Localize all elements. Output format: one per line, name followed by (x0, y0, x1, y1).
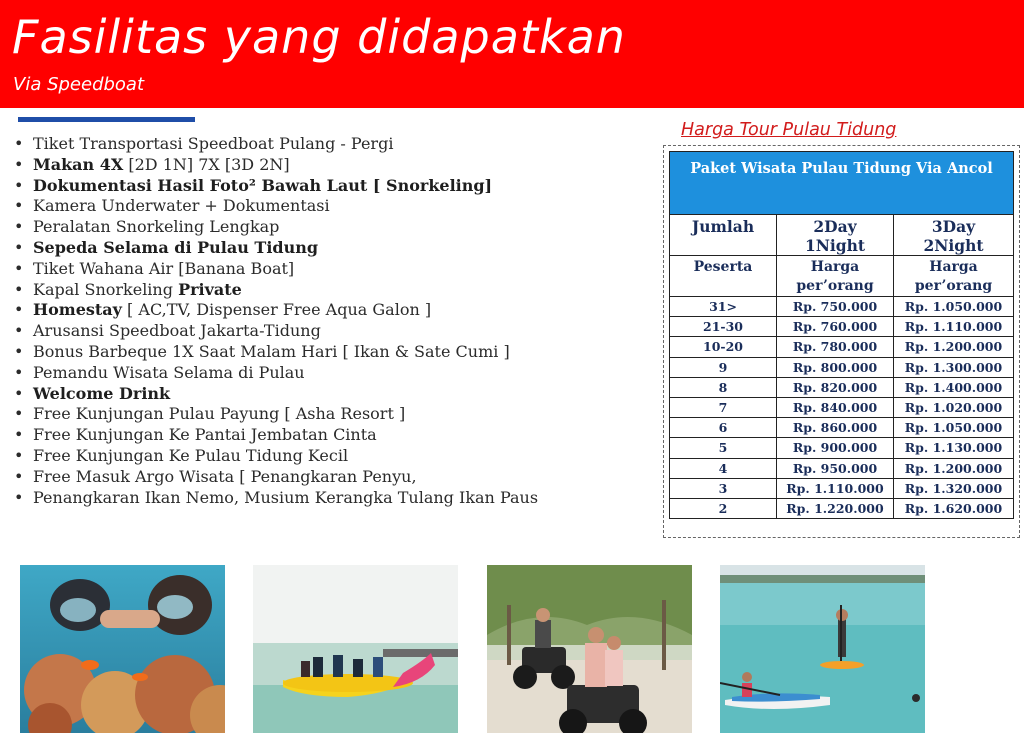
atv-photo (487, 565, 692, 733)
price-3day-cell: Rp. 1.320.000 (894, 478, 1014, 498)
per-orang-label: per’orang (796, 278, 874, 294)
price-3day-cell: Rp. 1.050.000 (894, 418, 1014, 438)
price-2day-cell: Rp. 1.220.000 (777, 498, 894, 518)
price-2day-cell: Rp. 750.000 (777, 297, 894, 317)
facility-item-text: Free Kunjungan Pulau Payung [ Asha Resort ] (33, 404, 406, 424)
price-row (670, 478, 1014, 498)
participants-cell: 3 (670, 478, 777, 498)
price-2day-cell: Rp. 1.110.000 (777, 478, 894, 498)
kayak-paddleboard-photo (720, 565, 925, 733)
price-2day-cell: Rp. 760.000 (777, 317, 894, 337)
facility-item-text: [2D 1N] 7X [3D 2N] (123, 154, 290, 174)
facility-item-text: Free Kunjungan Ke Pulau Tidung Kecil (33, 445, 349, 465)
facility-item-bold-text: Sepeda Selama di Pulau Tidung (33, 237, 319, 257)
per-orang-label: per’orang (914, 278, 993, 294)
col-3day (894, 215, 1014, 256)
col-3day-line2: 2Night (923, 236, 984, 255)
price-2day-cell: Rp. 950.000 (777, 458, 894, 478)
price-3day-cell: Rp. 1.200.000 (894, 337, 1014, 357)
harga-3day (894, 256, 1014, 297)
facility-item (14, 196, 538, 217)
facility-item (14, 134, 538, 155)
facility-item (14, 280, 538, 301)
header-banner (0, 0, 1024, 108)
snorkeling-photo (20, 565, 225, 733)
facility-item-text: Pemandu Wisata Selama di Pulau (33, 362, 305, 382)
price-3day-cell: Rp. 1.400.000 (894, 377, 1014, 397)
participants-cell: 6 (670, 418, 777, 438)
facility-item (14, 425, 538, 446)
harga-label: Harga (929, 259, 978, 275)
banana-boat-photo (253, 565, 458, 733)
facility-item (14, 363, 538, 384)
facility-item-text: Arusansi Speedboat Jakarta-Tidung (33, 321, 321, 341)
price-2day-cell: Rp. 840.000 (777, 397, 894, 417)
price-3day-cell: Rp. 1.300.000 (894, 357, 1014, 377)
participants-cell: 9 (670, 357, 777, 377)
price-row (670, 297, 1014, 317)
price-heading: Harga Tour Pulau Tidung (681, 120, 897, 140)
price-3day-cell: Rp. 1.620.000 (894, 498, 1014, 518)
facility-item-bold-text: Welcome Drink (33, 383, 171, 403)
price-row (670, 438, 1014, 458)
harga-label: Harga (810, 259, 860, 275)
facility-item (14, 321, 538, 342)
facility-item (14, 300, 538, 321)
facility-item-bold-text: Private (178, 279, 242, 299)
participants-cell: 7 (670, 397, 777, 417)
price-2day-cell: Rp. 780.000 (777, 337, 894, 357)
participants-cell: 10-20 (670, 337, 777, 357)
price-row (670, 317, 1014, 337)
price-2day-cell: Rp. 860.000 (777, 418, 894, 438)
price-2day-cell: Rp. 900.000 (777, 438, 894, 458)
facility-item-text: Free Masuk Argo Wisata [ Penangkaran Penyu, (33, 466, 417, 486)
participants-cell: 4 (670, 458, 777, 478)
facility-item-text: Tiket Wahana Air [Banana Boat] (33, 258, 295, 278)
col-2day-line2: 1Night (804, 236, 866, 255)
facility-item-bold-text: Dokumentasi Hasil Foto² Bawah Laut [ Snorkeling] (33, 175, 493, 195)
facility-item-text: Peralatan Snorkeling Lengkap (33, 217, 280, 237)
price-table (669, 151, 1014, 519)
price-row (670, 418, 1014, 438)
facility-item-bold-text: Makan 4X (33, 154, 124, 174)
price-3day-cell: Rp. 1.020.000 (894, 397, 1014, 417)
facility-item (14, 446, 538, 467)
participants-cell: 8 (670, 377, 777, 397)
page-subtitle: Via Speedboat (13, 74, 145, 95)
price-2day-cell: Rp. 800.000 (777, 357, 894, 377)
price-row (670, 337, 1014, 357)
price-3day-cell: Rp. 1.050.000 (894, 297, 1014, 317)
facility-item (14, 488, 538, 509)
facility-item-text: [ AC,TV, Dispenser Free Aqua Galon ] (121, 300, 432, 320)
price-row (670, 377, 1014, 397)
price-row (670, 357, 1014, 377)
divider-rule (18, 117, 195, 122)
price-2day-cell: Rp. 820.000 (777, 377, 894, 397)
facility-item (14, 342, 538, 363)
facility-item-text: Bonus Barbeque 1X Saat Malam Hari [ Ikan & Sate Cumi ] (33, 341, 510, 361)
facility-item (14, 467, 538, 488)
harga-2day (777, 256, 894, 297)
price-row (670, 458, 1014, 478)
facility-item (14, 155, 538, 176)
price-3day-cell: Rp. 1.110.000 (894, 317, 1014, 337)
price-row (670, 397, 1014, 417)
participants-cell: 21-30 (670, 317, 777, 337)
facility-item-text: Kamera Underwater + Dokumentasi (33, 196, 330, 216)
participants-cell: 2 (670, 498, 777, 518)
facility-item-text: Free Kunjungan Ke Pantai Jembatan Cinta (33, 425, 377, 445)
facility-item (14, 238, 538, 259)
col-2day (777, 215, 894, 256)
price-row (670, 498, 1014, 518)
package-title: Paket Wisata Pulau Tidung Via Ancol (670, 152, 1014, 215)
facility-item-text: Kapal Snorkeling (33, 279, 179, 299)
col-jumlah: Jumlah (670, 215, 777, 256)
participants-cell: 5 (670, 438, 777, 458)
facility-item-bold-text: Homestay (33, 300, 122, 320)
participants-cell: 31> (670, 297, 777, 317)
facility-item (14, 404, 538, 425)
facility-item (14, 176, 538, 197)
facility-item-text: Penangkaran Ikan Nemo, Musium Kerangka Tulang Ikan Paus (33, 487, 539, 507)
facility-item (14, 384, 538, 405)
page-title: Fasilitas yang didapatkan (12, 10, 626, 64)
facility-item-text: Tiket Transportasi Speedboat Pulang - Pergi (33, 134, 394, 153)
price-3day-cell: Rp. 1.200.000 (894, 458, 1014, 478)
col-peserta: Peserta (670, 256, 777, 297)
facility-item (14, 217, 538, 238)
facility-list (14, 134, 538, 508)
price-3day-cell: Rp. 1.130.000 (894, 438, 1014, 458)
col-3day-line1: 3Day (931, 217, 976, 236)
col-2day-line1: 2Day (813, 217, 857, 236)
facility-item (14, 259, 538, 280)
